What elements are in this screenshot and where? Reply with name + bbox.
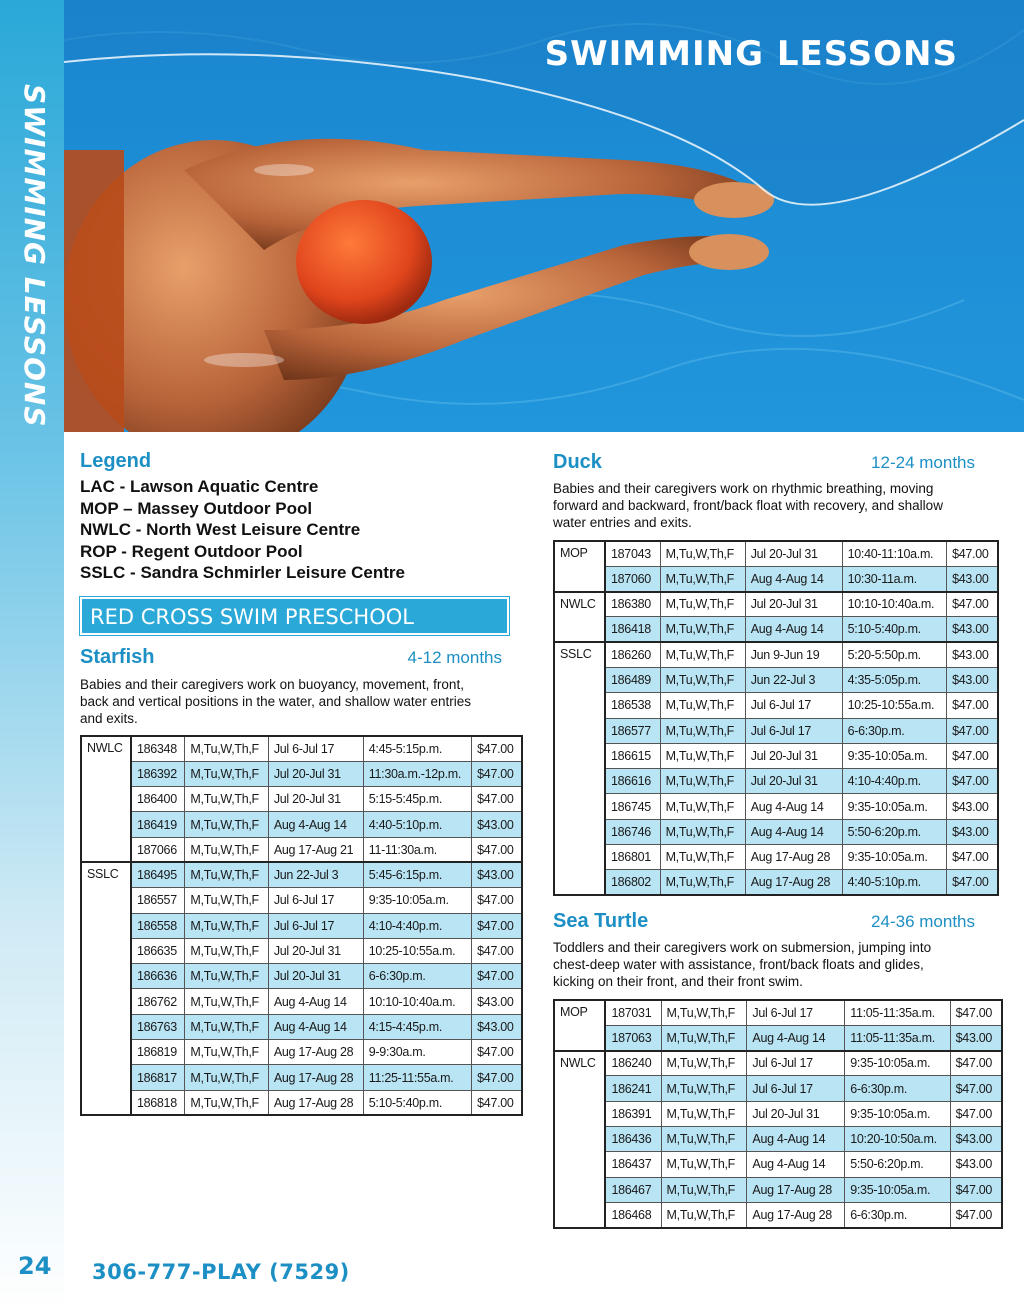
- price-cell: $43.00: [947, 819, 998, 844]
- days-cell: M,Tu,W,Th,F: [661, 1101, 747, 1126]
- dates-cell: Aug 4-Aug 14: [745, 819, 842, 844]
- course-code-cell: 186348: [131, 736, 185, 761]
- sidebar: [0, 0, 64, 1312]
- time-cell: 5:15-5:45p.m.: [363, 787, 471, 812]
- dates-cell: Aug 17-Aug 28: [268, 1065, 363, 1090]
- price-cell: $43.00: [947, 642, 998, 667]
- schedule-row: [554, 617, 998, 642]
- time-cell: 9:35-10:05a.m.: [842, 845, 946, 870]
- days-cell: M,Tu,W,Th,F: [660, 718, 745, 743]
- schedule-row: [554, 819, 998, 844]
- description-line: back and vertical positions in the water, and shallow water entries: [80, 694, 471, 709]
- price-cell: $43.00: [472, 989, 522, 1014]
- time-cell: 10:20-10:50a.m.: [845, 1126, 950, 1151]
- dates-cell: Jul 20-Jul 31: [268, 787, 363, 812]
- course-code-cell: 187043: [605, 541, 660, 566]
- schedule-row: [554, 718, 998, 743]
- price-cell: $43.00: [472, 862, 522, 887]
- dates-cell: Aug 4-Aug 14: [745, 617, 842, 642]
- starfish-description: [80, 676, 520, 727]
- page-title: SWIMMING LESSONS: [544, 34, 958, 74]
- course-code-cell: 186467: [605, 1177, 661, 1202]
- schedule-row: [81, 761, 522, 786]
- course-age: 24-36 months: [871, 912, 975, 931]
- course-code-cell: 186616: [605, 769, 660, 794]
- days-cell: M,Tu,W,Th,F: [185, 862, 268, 887]
- price-cell: $43.00: [947, 667, 998, 692]
- course-code-cell: 187031: [605, 1000, 661, 1025]
- description-line: and exits.: [80, 711, 138, 726]
- course-code-cell: 186763: [131, 1014, 185, 1039]
- course-code-cell: 186635: [131, 938, 185, 963]
- legend-title: Legend: [80, 450, 152, 472]
- section-banner: RED CROSS SWIM PRESCHOOL: [80, 597, 509, 635]
- location-cell: SSLC: [81, 862, 131, 1115]
- dates-cell: Aug 17-Aug 21: [268, 837, 363, 862]
- days-cell: M,Tu,W,Th,F: [185, 989, 268, 1014]
- days-cell: M,Tu,W,Th,F: [661, 1051, 747, 1076]
- time-cell: 9:35-10:05a.m.: [845, 1177, 950, 1202]
- hero-photo-swimmer: [64, 0, 1024, 432]
- price-cell: $47.00: [472, 888, 522, 913]
- time-cell: 4:45-5:15p.m.: [363, 736, 471, 761]
- course-code-cell: 186745: [605, 794, 660, 819]
- schedule-row: [554, 1000, 1002, 1025]
- price-cell: $43.00: [472, 812, 522, 837]
- price-cell: $47.00: [950, 1076, 1002, 1101]
- dates-cell: Aug 4-Aug 14: [747, 1025, 845, 1050]
- days-cell: M,Tu,W,Th,F: [185, 812, 268, 837]
- time-cell: 9:35-10:05a.m.: [363, 888, 471, 913]
- time-cell: 6-6:30p.m.: [845, 1076, 950, 1101]
- dates-cell: Aug 4-Aug 14: [268, 812, 363, 837]
- sea-turtle-schedule-table: [553, 999, 1003, 1229]
- starfish-schedule-table: [80, 735, 523, 1116]
- time-cell: 11-11:30a.m.: [363, 837, 471, 862]
- schedule-row: [554, 541, 998, 566]
- schedule-row: [554, 794, 998, 819]
- days-cell: M,Tu,W,Th,F: [661, 1126, 747, 1151]
- dates-cell: Jul 6-Jul 17: [747, 1076, 845, 1101]
- schedule-row: [554, 1101, 1002, 1126]
- duck-description: [553, 480, 1003, 531]
- legend: [80, 450, 520, 584]
- schedule-row: [81, 989, 522, 1014]
- course-code-cell: 186746: [605, 819, 660, 844]
- dates-cell: Aug 4-Aug 14: [745, 794, 842, 819]
- schedule-row: [554, 642, 998, 667]
- days-cell: M,Tu,W,Th,F: [661, 1000, 747, 1025]
- price-cell: $47.00: [947, 870, 998, 895]
- days-cell: M,Tu,W,Th,F: [660, 566, 745, 591]
- course-code-cell: 186819: [131, 1040, 185, 1065]
- dates-cell: Jul 20-Jul 31: [268, 938, 363, 963]
- legend-item: NWLC - North West Leisure Centre: [80, 520, 361, 539]
- price-cell: $47.00: [950, 1177, 1002, 1202]
- dates-cell: Jul 20-Jul 31: [745, 541, 842, 566]
- course-name: Starfish: [80, 646, 155, 668]
- days-cell: M,Tu,W,Th,F: [185, 787, 268, 812]
- course-code-cell: 186240: [605, 1051, 661, 1076]
- days-cell: M,Tu,W,Th,F: [185, 736, 268, 761]
- sidebar-title: SWIMMING LESSONS: [18, 84, 51, 428]
- schedule-row: [554, 667, 998, 692]
- duck-header: [553, 451, 975, 474]
- course-code-cell: 186392: [131, 761, 185, 786]
- legend-item: ROP - Regent Outdoor Pool: [80, 541, 303, 561]
- time-cell: 11:30a.m.-12p.m.: [363, 761, 471, 786]
- price-cell: $43.00: [950, 1152, 1002, 1177]
- time-cell: 10:25-10:55a.m.: [363, 938, 471, 963]
- days-cell: M,Tu,W,Th,F: [661, 1177, 747, 1202]
- location-cell: SSLC: [554, 642, 605, 895]
- description-line: Babies and their caregivers work on buoyancy, movement, front,: [80, 677, 464, 692]
- time-cell: 5:10-5:40p.m.: [363, 1090, 471, 1115]
- days-cell: M,Tu,W,Th,F: [185, 1014, 268, 1039]
- course-code-cell: 186538: [605, 693, 660, 718]
- dates-cell: Jul 6-Jul 17: [268, 888, 363, 913]
- days-cell: M,Tu,W,Th,F: [660, 794, 745, 819]
- schedule-row: [81, 787, 522, 812]
- course-code-cell: 186818: [131, 1090, 185, 1115]
- schedule-row: [81, 1040, 522, 1065]
- days-cell: M,Tu,W,Th,F: [660, 819, 745, 844]
- schedule-row: [81, 964, 522, 989]
- course-name: Duck: [553, 451, 602, 473]
- time-cell: 5:50-6:20p.m.: [842, 819, 946, 844]
- schedule-row: [554, 1051, 1002, 1076]
- time-cell: 6-6:30p.m.: [842, 718, 946, 743]
- days-cell: M,Tu,W,Th,F: [661, 1202, 747, 1227]
- dates-cell: Aug 17-Aug 28: [268, 1090, 363, 1115]
- dates-cell: Aug 17-Aug 28: [747, 1177, 845, 1202]
- days-cell: M,Tu,W,Th,F: [660, 667, 745, 692]
- schedule-row: [554, 769, 998, 794]
- price-cell: $47.00: [950, 1000, 1002, 1025]
- days-cell: M,Tu,W,Th,F: [661, 1152, 747, 1177]
- days-cell: M,Tu,W,Th,F: [660, 769, 745, 794]
- time-cell: 11:05-11:35a.m.: [845, 1000, 950, 1025]
- location-cell: MOP: [554, 1000, 605, 1051]
- days-cell: M,Tu,W,Th,F: [185, 761, 268, 786]
- time-cell: 9:35-10:05a.m.: [842, 743, 946, 768]
- schedule-row: [554, 1177, 1002, 1202]
- dates-cell: Aug 4-Aug 14: [268, 1014, 363, 1039]
- price-cell: $47.00: [472, 1040, 522, 1065]
- schedule-row: [81, 837, 522, 862]
- time-cell: 10:40-11:10a.m.: [842, 541, 946, 566]
- days-cell: M,Tu,W,Th,F: [185, 913, 268, 938]
- price-cell: $47.00: [947, 541, 998, 566]
- price-cell: $47.00: [950, 1202, 1002, 1227]
- schedule-row: [554, 1025, 1002, 1050]
- time-cell: 4:10-4:40p.m.: [363, 913, 471, 938]
- dates-cell: Jul 6-Jul 17: [745, 693, 842, 718]
- price-cell: $43.00: [947, 617, 998, 642]
- dates-cell: Jul 20-Jul 31: [268, 964, 363, 989]
- dates-cell: Aug 17-Aug 28: [745, 870, 842, 895]
- course-code-cell: 186391: [605, 1101, 661, 1126]
- schedule-row: [554, 1076, 1002, 1101]
- price-cell: $43.00: [950, 1025, 1002, 1050]
- dates-cell: Jul 6-Jul 17: [747, 1051, 845, 1076]
- time-cell: 4:40-5:10p.m.: [842, 870, 946, 895]
- course-code-cell: 186801: [605, 845, 660, 870]
- course-code-cell: 187066: [131, 837, 185, 862]
- dates-cell: Aug 17-Aug 28: [268, 1040, 363, 1065]
- duck-schedule-table: [553, 540, 999, 896]
- course-code-cell: 186636: [131, 964, 185, 989]
- schedule-row: [554, 1152, 1002, 1177]
- dates-cell: Aug 17-Aug 28: [745, 845, 842, 870]
- time-cell: 9-9:30a.m.: [363, 1040, 471, 1065]
- days-cell: M,Tu,W,Th,F: [661, 1076, 747, 1101]
- dates-cell: Aug 4-Aug 14: [745, 566, 842, 591]
- time-cell: 6-6:30p.m.: [845, 1202, 950, 1227]
- dates-cell: Aug 17-Aug 28: [747, 1202, 845, 1227]
- price-cell: $47.00: [947, 769, 998, 794]
- dates-cell: Jul 6-Jul 17: [747, 1000, 845, 1025]
- price-cell: $47.00: [947, 693, 998, 718]
- dates-cell: Jun 22-Jul 3: [268, 862, 363, 887]
- days-cell: M,Tu,W,Th,F: [660, 592, 745, 617]
- dates-cell: Jul 20-Jul 31: [747, 1101, 845, 1126]
- days-cell: M,Tu,W,Th,F: [185, 888, 268, 913]
- schedule-row: [81, 1014, 522, 1039]
- dates-cell: Jul 20-Jul 31: [745, 592, 842, 617]
- course-code-cell: 186557: [131, 888, 185, 913]
- dates-cell: Aug 4-Aug 14: [747, 1152, 845, 1177]
- days-cell: M,Tu,W,Th,F: [185, 964, 268, 989]
- dates-cell: Jul 20-Jul 31: [745, 743, 842, 768]
- dates-cell: Jun 22-Jul 3: [745, 667, 842, 692]
- time-cell: 10:10-10:40a.m.: [842, 592, 946, 617]
- course-age: 4-12 months: [407, 648, 502, 667]
- price-cell: $47.00: [472, 736, 522, 761]
- schedule-row: [554, 1202, 1002, 1227]
- time-cell: 4:10-4:40p.m.: [842, 769, 946, 794]
- description-line: Toddlers and their caregivers work on submersion, jumping into: [553, 940, 932, 955]
- course-code-cell: 186241: [605, 1076, 661, 1101]
- course-code-cell: 186468: [605, 1202, 661, 1227]
- legend-item: LAC - Lawson Aquatic Centre: [80, 477, 319, 496]
- course-code-cell: 187063: [605, 1025, 661, 1050]
- location-cell: NWLC: [554, 1051, 605, 1228]
- course-code-cell: 186380: [605, 592, 660, 617]
- price-cell: $47.00: [472, 1065, 522, 1090]
- time-cell: 11:05-11:35a.m.: [845, 1025, 950, 1050]
- days-cell: M,Tu,W,Th,F: [185, 1040, 268, 1065]
- days-cell: M,Tu,W,Th,F: [660, 693, 745, 718]
- price-cell: $47.00: [947, 743, 998, 768]
- price-cell: $47.00: [950, 1101, 1002, 1126]
- time-cell: 5:10-5:40p.m.: [842, 617, 946, 642]
- days-cell: M,Tu,W,Th,F: [660, 870, 745, 895]
- starfish-header: [80, 646, 502, 669]
- course-code-cell: 186489: [605, 667, 660, 692]
- time-cell: 9:35-10:05a.m.: [845, 1051, 950, 1076]
- schedule-row: [81, 938, 522, 963]
- course-code-cell: 186400: [131, 787, 185, 812]
- course-age: 12-24 months: [871, 453, 975, 472]
- course-code-cell: 186615: [605, 743, 660, 768]
- price-cell: $47.00: [472, 837, 522, 862]
- dates-cell: Jul 6-Jul 17: [268, 913, 363, 938]
- days-cell: M,Tu,W,Th,F: [660, 642, 745, 667]
- course-code-cell: 186437: [605, 1152, 661, 1177]
- course-code-cell: 186817: [131, 1065, 185, 1090]
- price-cell: $43.00: [950, 1126, 1002, 1151]
- time-cell: 10:10-10:40a.m.: [363, 989, 471, 1014]
- time-cell: 4:35-5:05p.m.: [842, 667, 946, 692]
- days-cell: M,Tu,W,Th,F: [185, 1065, 268, 1090]
- days-cell: M,Tu,W,Th,F: [661, 1025, 747, 1050]
- location-cell: NWLC: [81, 736, 131, 862]
- days-cell: M,Tu,W,Th,F: [185, 1090, 268, 1115]
- schedule-row: [554, 592, 998, 617]
- price-cell: $47.00: [472, 938, 522, 963]
- price-cell: $43.00: [947, 794, 998, 819]
- price-cell: $47.00: [947, 718, 998, 743]
- course-name: Sea Turtle: [553, 910, 649, 932]
- time-cell: 4:40-5:10p.m.: [363, 812, 471, 837]
- description-line: chest-deep water with assistance, front/back floats and glides,: [553, 957, 924, 972]
- price-cell: $47.00: [947, 845, 998, 870]
- days-cell: M,Tu,W,Th,F: [185, 938, 268, 963]
- dates-cell: Jul 20-Jul 31: [268, 761, 363, 786]
- days-cell: M,Tu,W,Th,F: [660, 845, 745, 870]
- dates-cell: Jul 20-Jul 31: [745, 769, 842, 794]
- course-code-cell: 186495: [131, 862, 185, 887]
- course-code-cell: 186762: [131, 989, 185, 1014]
- time-cell: 10:30-11a.m.: [842, 566, 946, 591]
- days-cell: M,Tu,W,Th,F: [660, 617, 745, 642]
- price-cell: $43.00: [947, 566, 998, 591]
- price-cell: $47.00: [472, 964, 522, 989]
- price-cell: $47.00: [950, 1051, 1002, 1076]
- time-cell: 9:35-10:05a.m.: [845, 1101, 950, 1126]
- schedule-row: [81, 1065, 522, 1090]
- schedule-row: [81, 812, 522, 837]
- price-cell: $47.00: [472, 913, 522, 938]
- schedule-row: [554, 566, 998, 591]
- location-cell: MOP: [554, 541, 605, 592]
- description-line: water entries and exits.: [553, 515, 692, 530]
- dates-cell: Jul 6-Jul 17: [268, 736, 363, 761]
- schedule-row: [81, 1090, 522, 1115]
- schedule-row: [554, 743, 998, 768]
- schedule-row: [81, 862, 522, 887]
- days-cell: M,Tu,W,Th,F: [185, 837, 268, 862]
- schedule-row: [81, 888, 522, 913]
- price-cell: $47.00: [472, 1090, 522, 1115]
- dates-cell: Jul 6-Jul 17: [745, 718, 842, 743]
- course-code-cell: 186418: [605, 617, 660, 642]
- dates-cell: Jun 9-Jun 19: [745, 642, 842, 667]
- days-cell: M,Tu,W,Th,F: [660, 743, 745, 768]
- location-cell: NWLC: [554, 592, 605, 643]
- time-cell: 10:25-10:55a.m.: [842, 693, 946, 718]
- time-cell: 6-6:30p.m.: [363, 964, 471, 989]
- schedule-row: [554, 845, 998, 870]
- days-cell: M,Tu,W,Th,F: [660, 541, 745, 566]
- time-cell: 11:25-11:55a.m.: [363, 1065, 471, 1090]
- time-cell: 5:45-6:15p.m.: [363, 862, 471, 887]
- sea-turtle-description: [553, 939, 1003, 990]
- legend-item: SSLC - Sandra Schmirler Leisure Centre: [80, 563, 405, 582]
- description-line: kicking on their front, and their front swim.: [553, 974, 803, 989]
- sea-turtle-header: [553, 910, 975, 933]
- dates-cell: Aug 4-Aug 14: [747, 1126, 845, 1151]
- schedule-row: [554, 1126, 1002, 1151]
- schedule-row: [81, 913, 522, 938]
- course-code-cell: 187060: [605, 566, 660, 591]
- time-cell: 9:35-10:05a.m.: [842, 794, 946, 819]
- course-code-cell: 186577: [605, 718, 660, 743]
- description-line: Babies and their caregivers work on rhythmic breathing, moving: [553, 481, 934, 496]
- course-code-cell: 186260: [605, 642, 660, 667]
- price-cell: $43.00: [472, 1014, 522, 1039]
- time-cell: 5:20-5:50p.m.: [842, 642, 946, 667]
- price-cell: $47.00: [947, 592, 998, 617]
- price-cell: $47.00: [472, 761, 522, 786]
- time-cell: 5:50-6:20p.m.: [845, 1152, 950, 1177]
- course-code-cell: 186436: [605, 1126, 661, 1151]
- description-line: forward and backward, front/back float with recovery, and shallow: [553, 498, 943, 513]
- course-code-cell: 186802: [605, 870, 660, 895]
- page-number: 24: [18, 1252, 52, 1280]
- schedule-row: [81, 736, 522, 761]
- schedule-row: [554, 870, 998, 895]
- course-code-cell: 186419: [131, 812, 185, 837]
- course-code-cell: 186558: [131, 913, 185, 938]
- dates-cell: Aug 4-Aug 14: [268, 989, 363, 1014]
- price-cell: $47.00: [472, 787, 522, 812]
- phone-number: 306-777-PLAY (7529): [92, 1260, 350, 1284]
- legend-item: MOP – Massey Outdoor Pool: [80, 498, 313, 518]
- schedule-row: [554, 693, 998, 718]
- time-cell: 4:15-4:45p.m.: [363, 1014, 471, 1039]
